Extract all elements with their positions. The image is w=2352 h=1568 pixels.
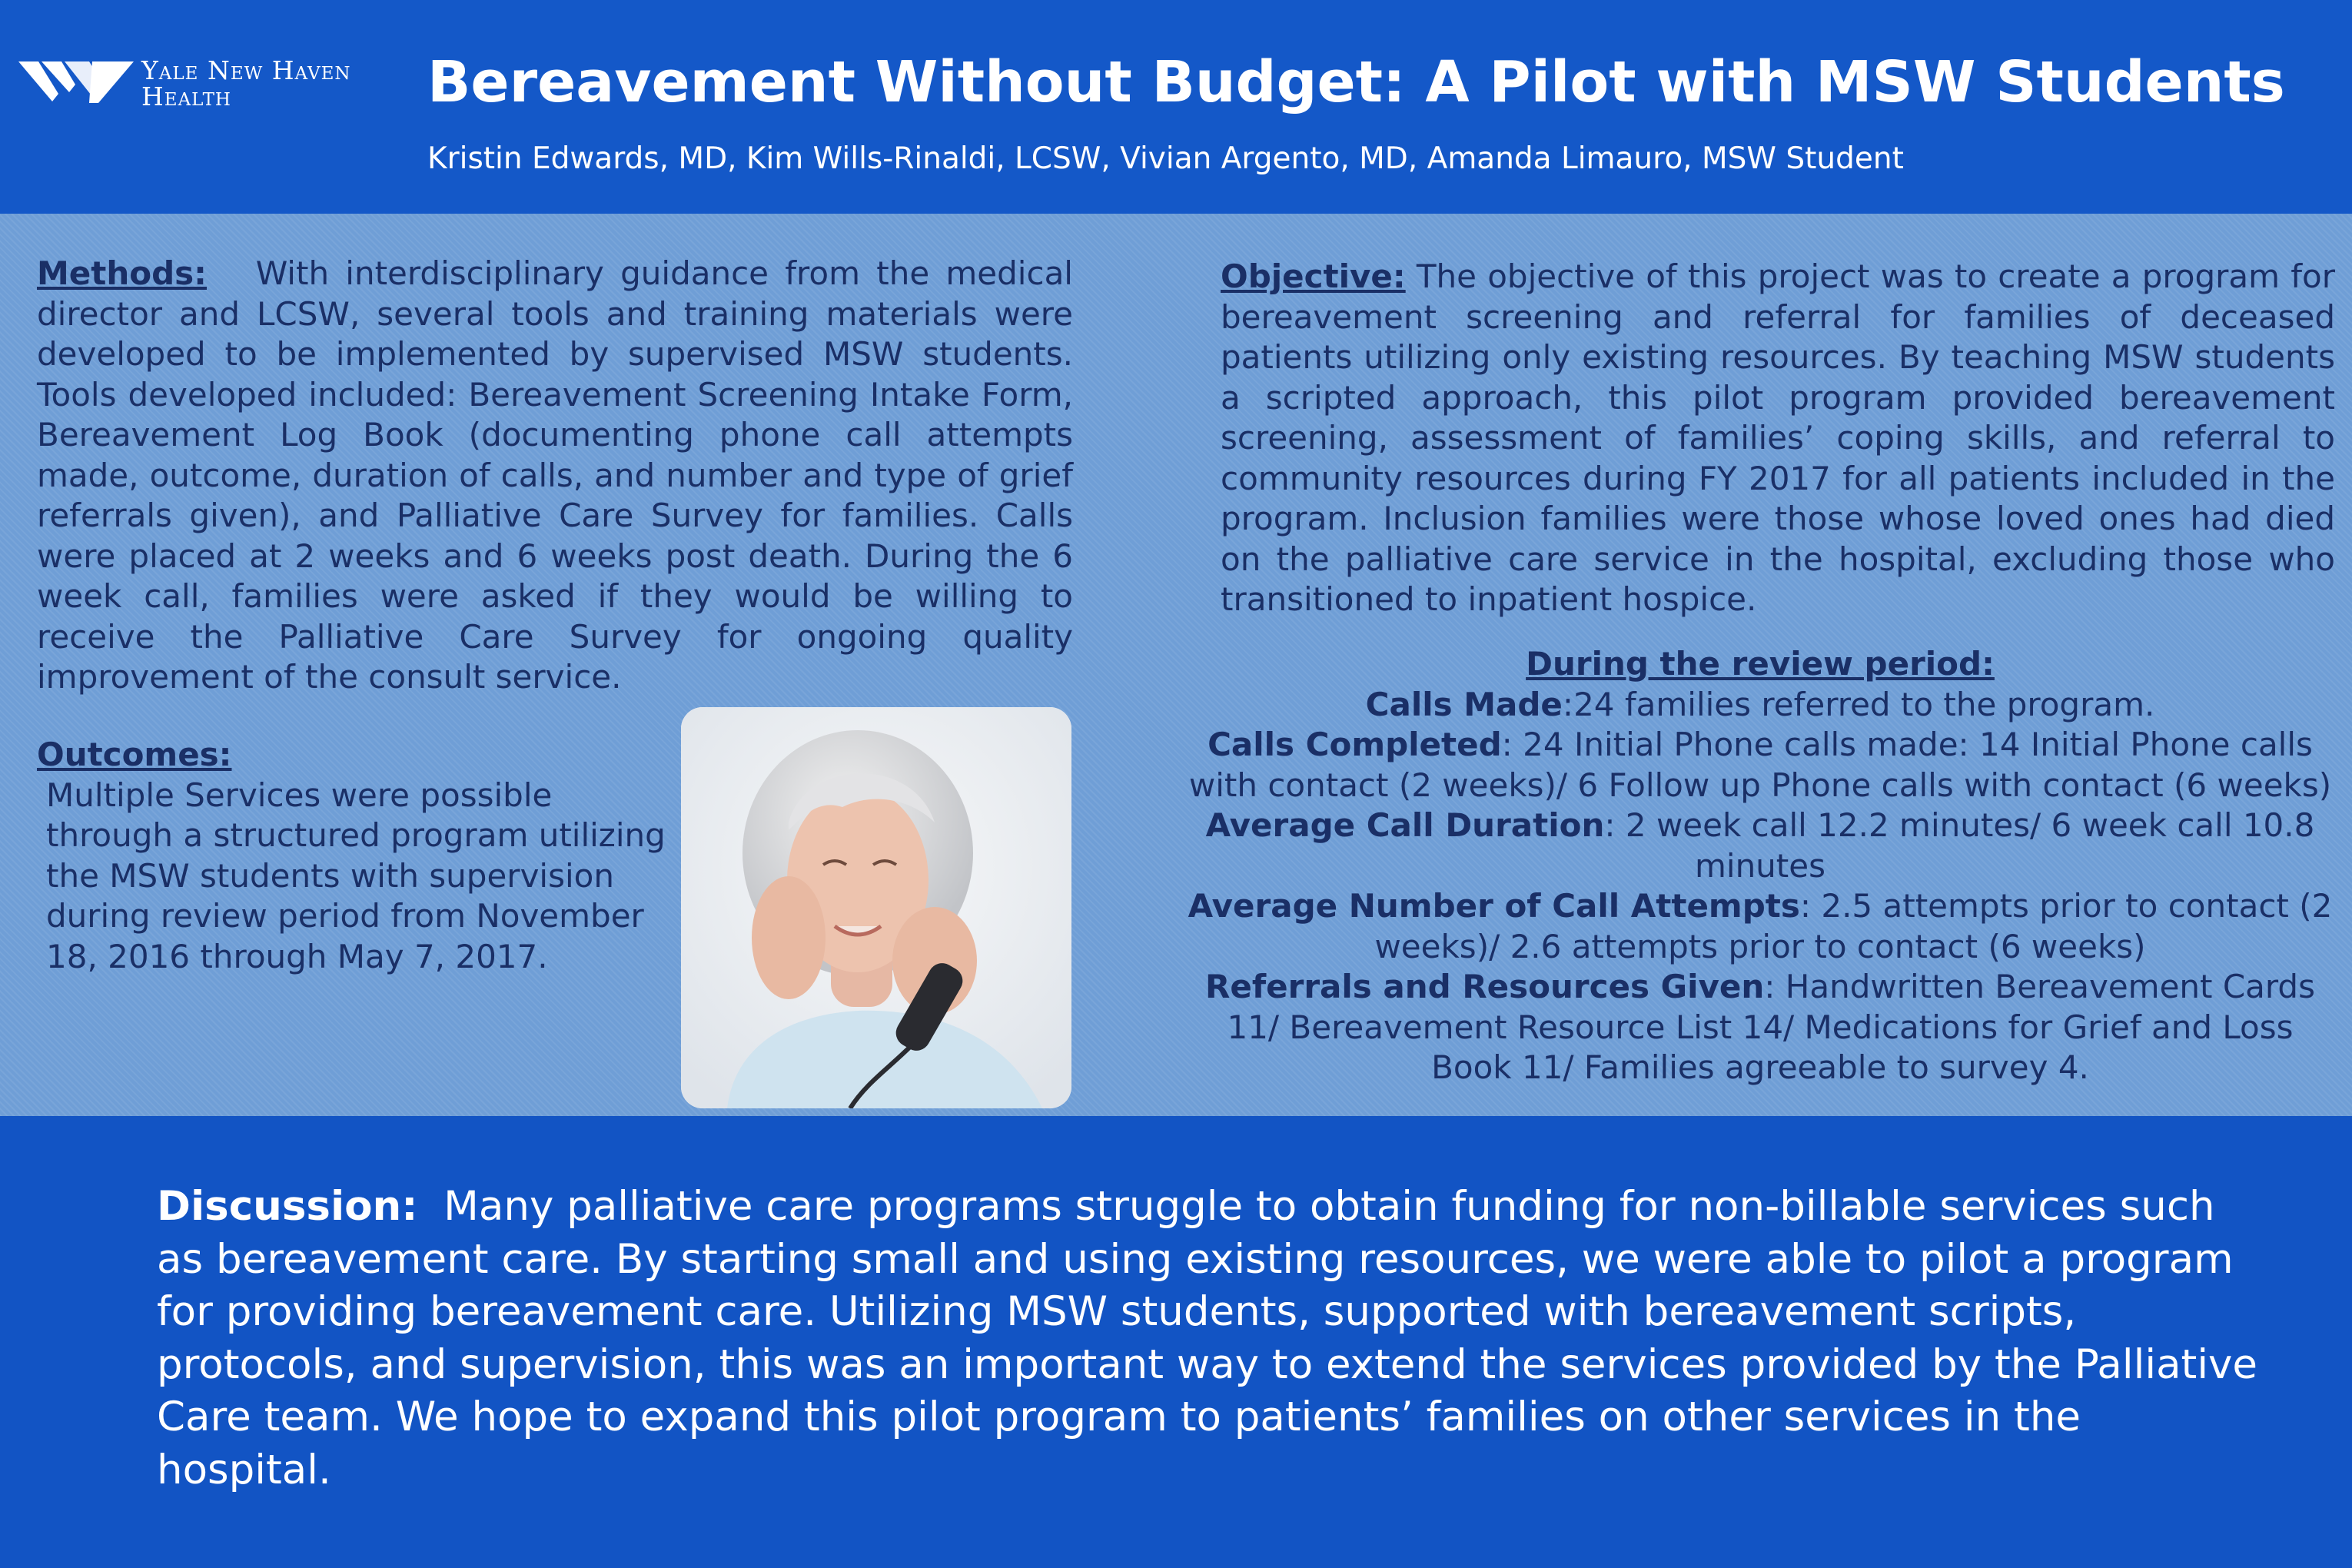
objective-label: Objective: [1221, 257, 1406, 295]
logo-text-line2: Health [141, 81, 231, 111]
stat-label: Calls Completed [1208, 726, 1502, 763]
chevron-logo-icon [18, 55, 134, 111]
objective-text: The objective of this project was to create a program for bereavement screening and referral for families of deceased patients utilizing only existing resources. By teaching MSW students a scripted approach, this pilot program provided bereavement screening, assessment of families’ coping skills, and referral to community resources during FY 2017 for all patients included in the program. Inclusion families were those whose loved ones had died on the palliative care service in the hospital, excluding those who transitioned to inpatient hospice. [1221, 257, 2335, 618]
stat-text: :24 families referred to the program. [1562, 685, 2155, 723]
stat-label: Calls Made [1365, 685, 1563, 723]
poster-title: Bereavement Without Budget: A Pilot with MSW Students [427, 49, 2285, 115]
discussion-text: Many palliative care programs struggle to obtain funding for non-billable services such as bereavement care. By starting small and using existing resources, we were able to pilot a program for providing bereavement care. Utilizing MSW students, supported with bereavement scripts, protocols, and supervision, this was an important way to extend the services provided by the Palliative Care team. We hope to expand this pilot program to patients’ families on other services in the hospital. [157, 1183, 2258, 1493]
discussion-footer [0, 1116, 2352, 1568]
poster-header [0, 0, 2352, 214]
stat-text: : 2 week call 12.2 minutes/ 6 week call 10.8 minutes [1604, 806, 2315, 885]
stat-text: : 2.5 attempts prior to contact (2 weeks)/ 2.6 attempts prior to contact (6 weeks) [1374, 887, 2333, 965]
methods-text: With interdisciplinary guidance from the medical director and LCSW, several tools and training materials were developed to be implemented by supervised MSW students. Tools developed included: Bereavement Screening Intake Form, Bereavement Log Book (documenting phone call attempts made, outcome, duration of calls, and number and type of grief referrals given), and Palliative Care Survey for families. Calls were placed at 2 weeks and 6 weeks post death. During the 6 week call, families were asked if they would be willing to receive the Palliative Care Survey for ongoing quality improvement of the consult service. [37, 254, 1073, 696]
review-heading: During the review period: [1526, 645, 1995, 683]
woman-on-phone-photo [681, 707, 1071, 1108]
methods-section [37, 254, 1073, 698]
stat-label: Average Call Duration [1205, 806, 1605, 844]
outcomes-section [37, 735, 683, 977]
logo-text-line1: Yale New Haven [141, 55, 351, 85]
outcomes-label: Outcomes: [37, 736, 232, 773]
stat-text: : Handwritten Bereavement Cards 11/ Bereavement Resource List 14/ Medications for Grief and Loss Book 11/ Families agreeable to survey 4. [1227, 968, 2315, 1086]
stat-calls-completed [1184, 725, 2337, 806]
stat-label: Referrals and Resources Given [1205, 968, 1765, 1005]
author-list: Kristin Edwards, MD, Kim Wills-Rinaldi, LCSW, Vivian Argento, MD, Amanda Limauro, MSW Student [427, 141, 1904, 176]
objective-section [1221, 257, 2335, 620]
stat-referrals-resources [1184, 967, 2337, 1088]
stat-text: : 24 Initial Phone calls made: 14 Initial Phone calls with contact (2 weeks)/ 6 Follow up Phone calls with contact (6 weeks) [1188, 726, 2332, 804]
review-period-section [1184, 644, 2337, 1088]
stat-label: Average Number of Call Attempts [1188, 887, 1800, 925]
stat-average-call-duration [1184, 806, 2337, 886]
discussion-label: Discussion: [157, 1183, 418, 1230]
outcomes-text: Multiple Services were possible through a structured program utilizing the MSW students with supervision during review period from November 18, 2016 through May 7, 2017. [46, 776, 666, 975]
content-area [0, 214, 2352, 1116]
yale-new-haven-health-logo [18, 55, 387, 117]
discussion-section [157, 1181, 2263, 1497]
stat-average-call-attempts [1184, 886, 2337, 967]
stat-calls-made [1184, 685, 2337, 726]
methods-label: Methods: [37, 254, 207, 292]
